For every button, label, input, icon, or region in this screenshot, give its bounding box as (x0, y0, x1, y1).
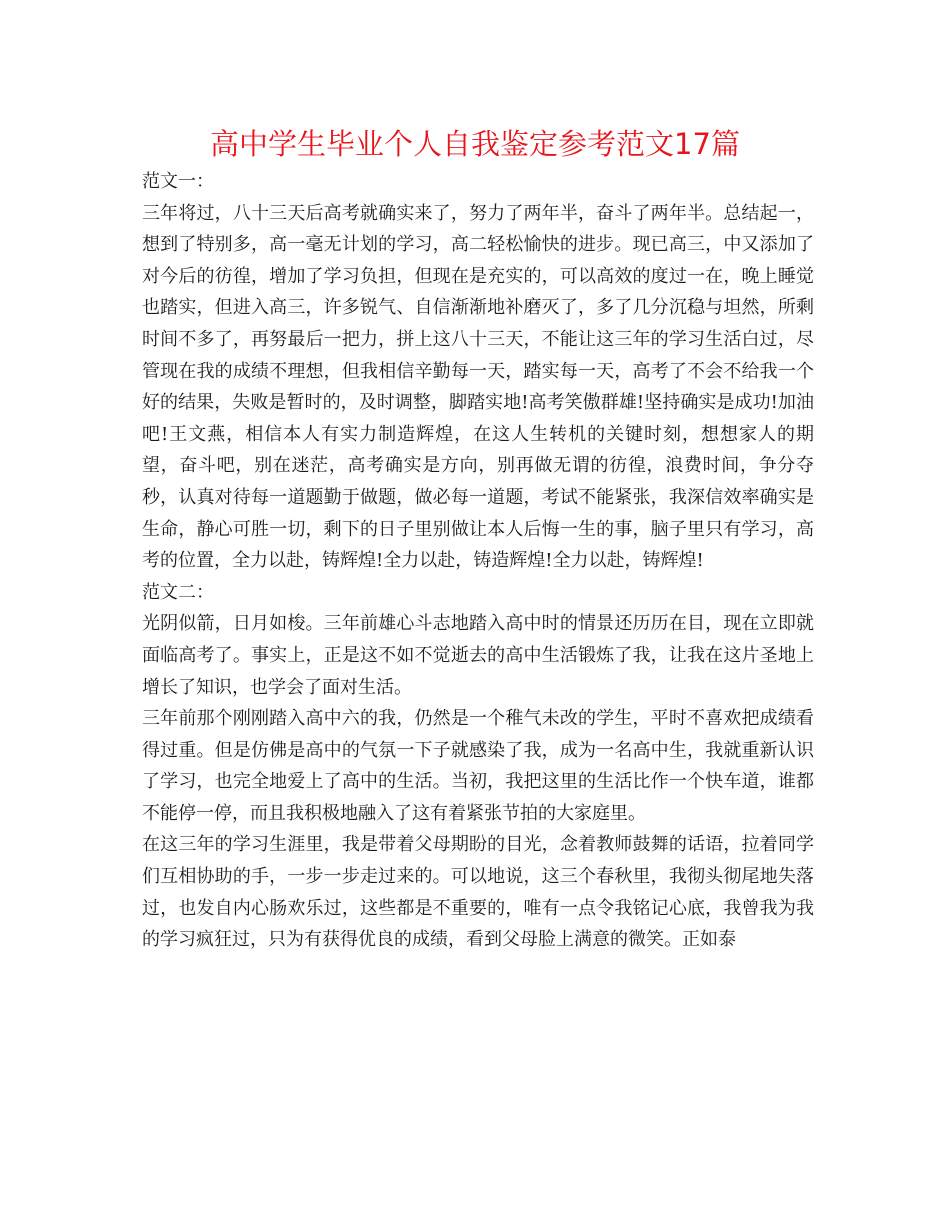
paragraph: 光阴似箭，日月如梭。三年前雄心斗志地踏入高中时的情景还历历在目，现在立即就面临高考了。事实上，正是这不如不觉逝去的高中生活锻炼了我，让我在这片圣地上增长了知识，也学会了面对生活。 (142, 613, 814, 698)
paragraph: 三年将过，八十三天后高考就确实来了，努力了两年半，奋斗了两年半。总结起一，想到了特别多，高一毫无计划的学习，高二轻松愉快的进步。现已高三，中又添加了对今后的彷徨，增加了学习负担，但现在是充实的，可以高效的度过一在，晚上睡觉也踏实，但进入高三，许多锐气、自信渐渐地补磨灭了，多了几分沉稳与坦然，所剩时间不多了，再努最后一把力，拼上这八十三天，不能让这三年的学习生活白过，尽管现在我的成绩不理想，但我相信辛勤每一天，踏实每一天，高考了不会不给我一个好的结果，失败是暂时的，及时调整，脚踏实地!高考笑傲群雄!坚持确实是成功!加油吧!王文燕，相信本人有实力制造辉煌，在这人生转机的关键时刻，想想家人的期望，奋斗吧，别在迷茫，高考确实是方向，别再做无谓的彷徨，浪费时间，争分夺秒，认真对待每一道题勤于做题，做必每一道题，考试不能紧张，我深信效率确实是生命，静心可胜一切，剩下的日子里别做让本人后悔一生的事，脑子里只有学习，高考的位置，全力以赴，铸辉煌!全力以赴，铸造辉煌!全力以赴，铸辉煌! (142, 202, 814, 572)
document-title: 高中学生毕业个人自我鉴定参考范文17篇 (210, 127, 740, 161)
section-label: 范文二： (142, 581, 214, 603)
document-body (142, 166, 814, 956)
paragraph: 在这三年的学习生涯里，我是带着父母期盼的目光，念着教师鼓舞的话语，拉着同学们互相协助的手，一步一步走过来的。可以地说，这三个春秋里，我彻头彻尾地失落过，也发自内心肠欢乐过，这些都是不重要的，唯有一点令我铭记心底，我曾我为我的学习疯狂过，只为有获得优良的成绩，看到父母脸上满意的微笑。正如泰 (142, 834, 814, 951)
section-label: 范文一： (142, 171, 214, 192)
paragraph: 三年前那个刚刚踏入高中六的我，仍然是一个稚气未改的学生，平时不喜欢把成绩看得过重。但是仿佛是高中的气氛一下子就感染了我，成为一名高中生，我就重新认识了学习，也完全地爱上了高中的生活。当初，我把这里的生活比作一个快车道，谁都不能停一停，而且我积极地融入了这有着紧张节拍的大家庭里。 (142, 708, 814, 824)
essay-section-2 (142, 577, 814, 956)
essay-section-1 (142, 166, 814, 577)
